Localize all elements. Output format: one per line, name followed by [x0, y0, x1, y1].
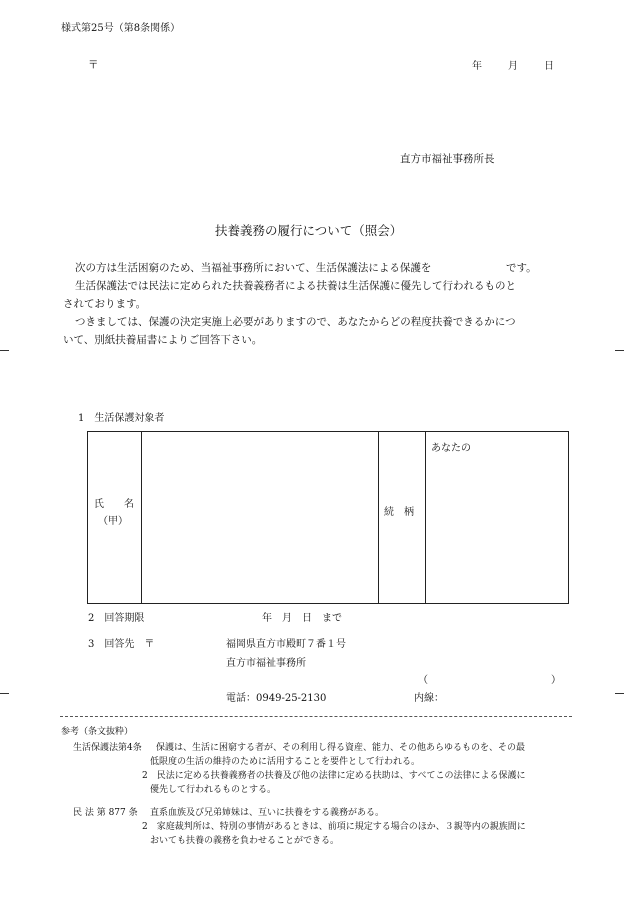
paren-close: ） [551, 675, 561, 686]
date-day: 日 [544, 61, 554, 72]
reply-phone: 電話：0949-25-2130 [226, 693, 327, 704]
date-year: 年 [472, 61, 482, 72]
date-month: 月 [508, 61, 518, 72]
document-title: 扶養義務の履行について（照会） [215, 223, 403, 238]
relation-field[interactable] [426, 454, 568, 603]
target-person-table [87, 431, 569, 604]
law-2-name: 民 法 第 877 条 [73, 808, 138, 818]
law-2-para-2-line-1: 2 家庭裁判所は、特別の事情があるときは、前項に規定する場合のほか、３親等内の親族間に [142, 822, 526, 832]
body-line-4: つきましては、保護の決定実施上必要がありますので、あなたからどの程度扶養できるかにつ [75, 316, 516, 328]
relation-label: 続 柄 [384, 507, 414, 518]
body-line-3: されております。 [63, 298, 147, 310]
margin-mark-right-bottom [615, 693, 624, 694]
reference-separator [60, 716, 572, 717]
law-1-para-1-line-2: 低限度の生活の維持のために活用することを要件として行われる。 [150, 757, 421, 767]
law-1-para-2-line-2: 優先して行われるものとする。 [150, 785, 277, 795]
law-2-para-2-line-2: おいても扶養の義務を負わせることができる。 [150, 836, 340, 846]
name-field[interactable] [142, 432, 378, 603]
body-line-2: 生活保護法では民法に定められた扶養義務者による扶養は生活保護に優先して行われるものと [75, 280, 516, 292]
name-label: 氏 名 [94, 499, 134, 510]
body-line-5: いて、別紙扶養届書によりご回答下さい。 [63, 334, 263, 346]
law-1-para-2-line-1: 2 民法に定める扶養義務者の扶養及び他の法律に定める扶助は、すべてこの法律による保護に [142, 771, 526, 781]
law-1-name: 生活保護法第4条 [73, 743, 142, 753]
law-2-para-1: 直系血族及び兄弟姉妹は、互いに扶養をする義務がある。 [150, 808, 385, 818]
reply-deadline: 年 月 日 まで [262, 613, 342, 624]
body-line-1: 次の方は生活困窮のため、当福祉事務所において、生活保護法による保護を [75, 262, 432, 274]
section-2-label: 2 回答期限 [88, 613, 145, 624]
body-line-1-end: です。 [506, 262, 537, 274]
relation-prefix: あなたの [431, 443, 471, 454]
sender-name: 直方市福祉事務所長 [400, 153, 495, 165]
paren-open: （ [418, 675, 428, 686]
section-1-label: 1 生活保護対象者 [78, 413, 165, 424]
margin-mark-left-bottom [0, 693, 9, 694]
postal-mark: 〒 [88, 59, 99, 71]
section-3-label: 3 回答先 〒 [88, 639, 155, 650]
law-1-para-1-line-1: 保護は、生活に困窮する者が、その利用し得る資産、能力、その他あらゆるものを、その最 [156, 743, 526, 753]
reference-heading: 参考（条文抜粋） [61, 727, 134, 737]
margin-mark-left-top [0, 350, 9, 351]
table-divider [378, 432, 379, 603]
margin-mark-right-top [615, 350, 624, 351]
reply-extension: 内線： [414, 693, 444, 704]
form-number: 様式第25号（第8条関係） [61, 23, 181, 34]
name-sub-label: （甲） [98, 516, 128, 527]
reply-address: 福岡県直方市殿町７番１号 [226, 639, 346, 650]
reply-office: 直方市福祉事務所 [226, 658, 306, 669]
